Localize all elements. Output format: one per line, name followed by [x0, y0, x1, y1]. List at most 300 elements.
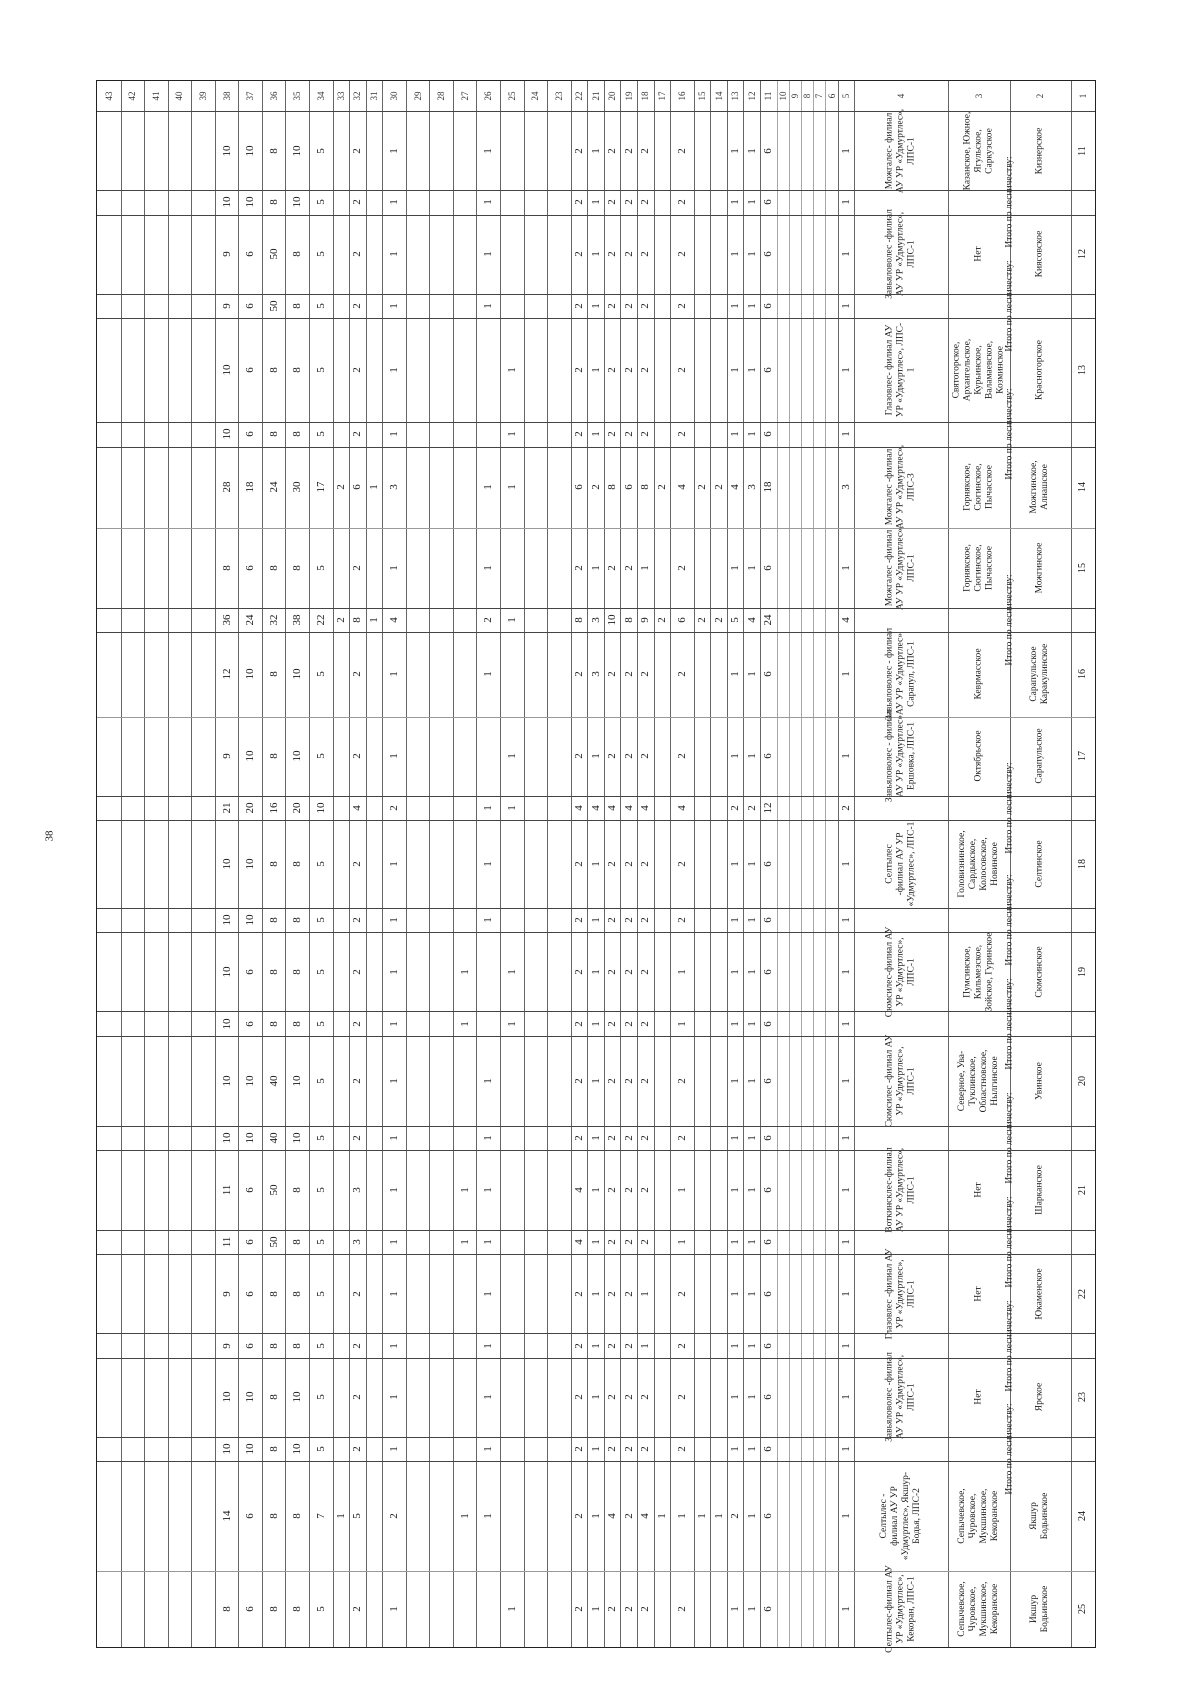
table-cell: 2: [351, 969, 364, 975]
column-divider: [144, 81, 145, 1647]
table-cell: 1: [482, 484, 495, 491]
table-cell: 2: [351, 1606, 364, 1612]
column-number: 25: [506, 91, 517, 101]
table-cell: 8: [267, 969, 280, 975]
table-cell: 1: [388, 147, 401, 154]
table-cell: 10: [220, 966, 233, 978]
table-cell: 6: [572, 484, 585, 491]
district-forestries: Северное, Ува- Туклинское, Областновское, Нылгинское: [956, 1049, 1000, 1113]
table-cell: 2: [639, 1078, 652, 1084]
column-divider: [349, 81, 350, 1647]
column-number: 34: [315, 91, 326, 101]
table-cell: 9: [220, 251, 233, 257]
table-cell: 1: [745, 251, 758, 257]
table-cell: 6: [762, 199, 775, 206]
district-forestries: Сепычевское, Чуровское, Мукшинское, Кекоранское: [956, 1581, 1000, 1637]
table-cell: 2: [572, 671, 585, 678]
table-cell: 4: [729, 484, 742, 491]
column-divider: [121, 81, 122, 1647]
table-cell: 2: [606, 431, 619, 438]
table-cell: 2: [606, 251, 619, 257]
column-number: 2: [1035, 93, 1046, 99]
table-cell: 1: [458, 1020, 471, 1027]
column-divider: [825, 81, 826, 1647]
table-cell: 2: [622, 1078, 635, 1084]
table-cell: 1: [729, 1135, 742, 1141]
table-cell: 1: [482, 1135, 495, 1141]
district-forestries: Пумсинское, Кильмезское, Зойское, Гуринское: [962, 932, 995, 1012]
column-divider: [813, 81, 814, 1647]
table-cell: 10: [314, 802, 327, 814]
forestry-name: Селтинское: [1034, 840, 1045, 888]
row-number: 18: [1076, 858, 1088, 869]
forestry-name: Увинское: [1034, 1062, 1045, 1100]
row-divider: [97, 111, 1095, 112]
table-cell: 1: [589, 1394, 602, 1401]
column-number: 27: [459, 91, 470, 101]
table-cell: 10: [244, 1132, 257, 1144]
table-cell: 2: [639, 753, 652, 759]
table-cell: 2: [351, 1078, 364, 1084]
table-cell: 24: [244, 614, 257, 626]
table-cell: 2: [351, 251, 364, 257]
table-cell: 2: [606, 303, 619, 309]
forestry-name: Шарканское: [1034, 1165, 1045, 1215]
table-cell: 2: [622, 1290, 635, 1297]
table-cell: 1: [745, 1342, 758, 1349]
row-divider: [97, 1437, 1095, 1438]
table-cell: 1: [729, 1394, 742, 1401]
table-cell: 1: [745, 1446, 758, 1452]
table-cell: 8: [267, 1342, 280, 1349]
table-cell: 2: [639, 861, 652, 867]
table-cell: 2: [572, 861, 585, 867]
table-cell: 3: [839, 484, 852, 491]
table-cell: 6: [244, 251, 257, 257]
column-divider: [801, 81, 802, 1647]
table-cell: 1: [745, 753, 758, 759]
table-cell: 2: [351, 1290, 364, 1297]
table-cell: 1: [839, 367, 852, 373]
table-cell: 5: [314, 1135, 327, 1141]
table-cell: 1: [745, 671, 758, 678]
table-cell: 1: [505, 1606, 518, 1612]
table-cell: 2: [606, 1394, 619, 1401]
organization: Можгалес- филиал АУ УР «Удмуртлес», ЛПС-1: [884, 108, 917, 193]
table-cell: 10: [220, 1075, 233, 1087]
table-cell: 2: [712, 484, 725, 491]
forestry-name: Сюмсинское: [1034, 946, 1045, 998]
table-cell: 1: [745, 1135, 758, 1141]
table-cell: 1: [589, 367, 602, 373]
column-divider: [191, 81, 192, 1647]
row-divider: [97, 908, 1095, 909]
table-cell: 2: [639, 917, 652, 923]
table-cell: 6: [244, 1513, 257, 1519]
table-cell: 50: [267, 248, 280, 260]
table-cell: 1: [675, 1239, 688, 1245]
table-cell: 1: [729, 367, 742, 373]
table-cell: 1: [482, 917, 495, 923]
table-cell: 1: [388, 917, 401, 923]
table-cell: 1: [388, 431, 401, 438]
table-cell: 5: [314, 1342, 327, 1349]
table-cell: 1: [839, 1394, 852, 1401]
table-cell: 1: [839, 199, 852, 206]
table-cell: 2: [334, 617, 347, 623]
table-cell: 1: [712, 1513, 725, 1519]
column-number: 38: [221, 91, 232, 101]
table-cell: 6: [762, 861, 775, 867]
table-cell: 8: [267, 671, 280, 678]
column-number: 3: [973, 93, 984, 99]
table-cell: 8: [220, 565, 233, 571]
table-cell: 1: [388, 1020, 401, 1027]
table-cell: 1: [745, 199, 758, 206]
table-cell: 1: [729, 753, 742, 759]
table-cell: 2: [572, 1446, 585, 1452]
table-cell: 1: [839, 969, 852, 975]
table-cell: 2: [675, 753, 688, 759]
table-cell: 2: [572, 431, 585, 438]
row-number: 12: [1076, 249, 1088, 260]
table-cell: 2: [572, 251, 585, 257]
table-cell: 8: [291, 251, 304, 257]
table-cell: 1: [388, 753, 401, 759]
table-cell: 32: [267, 614, 280, 626]
organization: Селтылес - филиал АУ УР «Удмуртлес», Якшур- Бодья, ЛПС-2: [879, 1471, 923, 1561]
table-cell: 1: [745, 917, 758, 923]
table-cell: 1: [482, 1239, 495, 1245]
table-cell: 1: [729, 1239, 742, 1245]
table-cell: 1: [589, 1187, 602, 1193]
column-number: 41: [150, 91, 161, 101]
row-divider: [97, 717, 1095, 718]
row-number: 20: [1076, 1075, 1088, 1086]
table-cell: 5: [314, 367, 327, 373]
table-cell: 20: [291, 802, 304, 814]
table-cell: 1: [482, 1290, 495, 1297]
table-cell: 7: [314, 1513, 327, 1519]
column-divider: [382, 81, 383, 1647]
table-cell: 1: [729, 1290, 742, 1297]
table-cell: 2: [622, 1135, 635, 1141]
table-cell: 5: [314, 431, 327, 438]
table-cell: 24: [267, 481, 280, 493]
table-cell: 1: [745, 1078, 758, 1084]
table-cell: 1: [388, 565, 401, 571]
table-cell: 9: [220, 303, 233, 309]
column-divider: [789, 81, 790, 1647]
table-cell: 2: [606, 1342, 619, 1349]
table-cell: 2: [622, 199, 635, 206]
table-cell: 1: [482, 805, 495, 811]
column-divider: [168, 81, 169, 1647]
table-cell: 6: [762, 969, 775, 975]
organization: Завьяловолес -филиал АУ УР «Удмуртлес», ЛПС-1: [884, 209, 917, 300]
table-cell: 1: [675, 1513, 688, 1519]
table-cell: 2: [622, 147, 635, 154]
row-number: 25: [1076, 1603, 1088, 1614]
table-cell: 2: [675, 565, 688, 571]
table-cell: 6: [244, 1606, 257, 1612]
table-cell: 1: [482, 565, 495, 571]
subtotal-label: Итого по лесничеству:: [1004, 1403, 1014, 1495]
row-divider: [97, 932, 1095, 933]
table-cell: 2: [675, 1394, 688, 1401]
table-cell: 8: [291, 969, 304, 975]
table-cell: 2: [639, 251, 652, 257]
table-cell: 6: [244, 1342, 257, 1349]
table-cell: 2: [388, 1513, 401, 1519]
table-cell: 1: [839, 1135, 852, 1141]
table-cell: 1: [839, 753, 852, 759]
table-cell: 6: [622, 484, 635, 491]
table-cell: 2: [606, 147, 619, 154]
table-cell: 5: [314, 1446, 327, 1452]
table-cell: 6: [244, 1290, 257, 1297]
table-cell: 2: [351, 861, 364, 867]
table-cell: 1: [482, 1078, 495, 1084]
table-cell: 2: [622, 1606, 635, 1612]
table-cell: 2: [572, 303, 585, 309]
table-cell: 6: [762, 1078, 775, 1084]
column-number: 16: [676, 91, 687, 101]
table-cell: 2: [622, 861, 635, 867]
table-cell: 10: [244, 750, 257, 762]
table-cell: 10: [244, 858, 257, 870]
row-divider: [97, 796, 1095, 797]
table-cell: 2: [639, 1446, 652, 1452]
table-cell: 2: [351, 1020, 364, 1027]
table-cell: 2: [622, 671, 635, 678]
table-cell: 10: [220, 914, 233, 926]
table-cell: 1: [675, 969, 688, 975]
table-cell: 2: [675, 1342, 688, 1349]
table-cell: 2: [729, 805, 742, 811]
table-cell: 2: [572, 1513, 585, 1519]
table-cell: 1: [745, 565, 758, 571]
column-divider: [476, 81, 477, 1647]
table-cell: 1: [589, 303, 602, 309]
column-divider: [743, 81, 744, 1647]
table-cell: 6: [762, 1239, 775, 1245]
column-divider: [215, 81, 216, 1647]
table-cell: 6: [351, 484, 364, 491]
organization: Воткинсклес-филиал АУ УР «Удмуртлес», ЛПС-1: [884, 1147, 917, 1233]
forestry-name: Красногорское: [1034, 340, 1045, 401]
table-cell: 2: [351, 199, 364, 206]
table-cell: 1: [458, 1513, 471, 1519]
table-cell: 1: [839, 1078, 852, 1084]
table-cell: 1: [589, 1020, 602, 1027]
table-cell: 6: [762, 1513, 775, 1519]
table-cell: 1: [589, 861, 602, 867]
table-cell: 21: [220, 802, 233, 814]
table-cell: 2: [606, 917, 619, 923]
row-number: 22: [1076, 1288, 1088, 1299]
column-divider: [453, 81, 454, 1647]
table-cell: 8: [267, 1446, 280, 1452]
table-cell: 8: [291, 303, 304, 309]
table-cell: 1: [745, 1394, 758, 1401]
table-cell: 5: [314, 1239, 327, 1245]
table-cell: 10: [244, 1075, 257, 1087]
table-cell: 1: [388, 1342, 401, 1349]
table-cell: 1: [839, 1606, 852, 1612]
table-cell: 1: [729, 199, 742, 206]
table-cell: 8: [291, 1342, 304, 1349]
table-cell: 2: [622, 1394, 635, 1401]
table-cell: 2: [639, 671, 652, 678]
column-divider: [710, 81, 711, 1647]
table-cell: 2: [606, 565, 619, 571]
row-divider: [97, 215, 1095, 216]
row-divider: [97, 1150, 1095, 1151]
table-cell: 1: [839, 147, 852, 154]
district-forestries: Горнякское, Сюгинское, Пычасское: [962, 463, 995, 512]
table-cell: 8: [267, 917, 280, 923]
table-cell: 2: [675, 1078, 688, 1084]
table-cell: 8: [622, 617, 635, 623]
table-cell: 1: [745, 1606, 758, 1612]
table-cell: 5: [314, 671, 327, 678]
table-cell: 2: [606, 367, 619, 373]
table-cell: 2: [572, 917, 585, 923]
table-cell: 1: [729, 1606, 742, 1612]
district-forestries: Головизнинское, Сардыкское, Колосовское, Новинское: [956, 830, 1000, 898]
table-cell: 8: [291, 565, 304, 571]
table-cell: 1: [729, 251, 742, 257]
table-cell: 2: [351, 1394, 364, 1401]
table-cell: 1: [388, 303, 401, 309]
column-divider: [366, 81, 367, 1647]
table-cell: 6: [762, 147, 775, 154]
table-cell: 1: [655, 1513, 668, 1519]
table-cell: 1: [729, 1020, 742, 1027]
table-cell: 30: [291, 481, 304, 493]
table-cell: 2: [695, 617, 708, 623]
table-cell: 2: [675, 303, 688, 309]
table-cell: 5: [314, 1020, 327, 1027]
table-cell: 2: [606, 1187, 619, 1193]
table-cell: 8: [291, 1290, 304, 1297]
table-cell: 1: [334, 1513, 347, 1519]
column-divider: [637, 81, 638, 1647]
table-cell: 5: [314, 1078, 327, 1084]
subtotal-label: Итого по лесничеству:: [1004, 874, 1014, 966]
table-cell: 5: [729, 617, 742, 623]
table-cell: 2: [675, 147, 688, 154]
table-cell: 4: [639, 805, 652, 811]
table-cell: 2: [572, 1290, 585, 1297]
table-cell: 50: [267, 1184, 280, 1196]
row-divider: [97, 632, 1095, 633]
table-cell: 3: [351, 1239, 364, 1245]
table-cell: 1: [839, 565, 852, 571]
table-cell: 2: [606, 671, 619, 678]
table-cell: 1: [839, 303, 852, 309]
table-cell: 1: [745, 1513, 758, 1519]
district-forestries: Святогорское, Архангельское, Курьинское, Валамаевское, Козминское: [951, 338, 1006, 402]
table-cell: 1: [839, 671, 852, 678]
column-number: 17: [656, 91, 667, 101]
table-cell: 1: [388, 1446, 401, 1452]
row-divider: [97, 1036, 1095, 1037]
column-divider: [571, 81, 572, 1647]
table-cell: 8: [267, 199, 280, 206]
table-cell: 1: [482, 1342, 495, 1349]
table-cell: 1: [639, 1290, 652, 1297]
table-cell: 6: [762, 1020, 775, 1027]
table-cell: 1: [388, 199, 401, 206]
table-cell: 2: [622, 431, 635, 438]
table-cell: 1: [729, 1446, 742, 1452]
column-divider: [429, 81, 430, 1647]
table-cell: 6: [244, 431, 257, 438]
table-cell: 24: [762, 614, 775, 626]
table-cell: 1: [589, 969, 602, 975]
subtotal-label: Итого по лесничеству:: [1004, 762, 1014, 854]
column-number: 26: [483, 91, 494, 101]
table-cell: 8: [220, 1606, 233, 1612]
column-divider: [948, 81, 949, 1647]
rotated-table: [96, 80, 1096, 1653]
table-cell: 14: [220, 1510, 233, 1522]
row-number: 11: [1076, 145, 1088, 156]
forestry-name: Сарапульское Каракулинское: [1029, 644, 1051, 705]
table-cell: 1: [589, 1290, 602, 1297]
table-cell: 2: [351, 431, 364, 438]
table-cell: 1: [745, 1187, 758, 1193]
table-cell: 10: [244, 914, 257, 926]
table-cell: 10: [244, 1443, 257, 1455]
row-number: 21: [1076, 1185, 1088, 1196]
row-divider: [97, 190, 1095, 191]
table-cell: 2: [572, 1135, 585, 1141]
district-forestries: Горнякское, Сюгинское, Пычасское: [962, 544, 995, 592]
table-cell: 1: [729, 861, 742, 867]
table-cell: 1: [639, 565, 652, 571]
table-cell: 1: [589, 1606, 602, 1612]
table-cell: 2: [622, 565, 635, 571]
table-cell: 2: [622, 1342, 635, 1349]
table-cell: 2: [675, 1290, 688, 1297]
table-cell: 2: [712, 617, 725, 623]
table-cell: 1: [729, 917, 742, 923]
table-cell: 1: [839, 1187, 852, 1193]
table-cell: 1: [729, 431, 742, 438]
table-cell: 8: [267, 1394, 280, 1401]
table-cell: 1: [839, 1290, 852, 1297]
table-cell: 50: [267, 1236, 280, 1248]
table-cell: 10: [244, 145, 257, 157]
table-cell: 1: [745, 367, 758, 373]
column-number: 22: [573, 91, 584, 101]
table-cell: 6: [762, 1187, 775, 1193]
table-cell: 1: [745, 861, 758, 867]
table-cell: 11: [220, 1236, 233, 1248]
table-cell: 1: [482, 199, 495, 206]
table-cell: 1: [589, 1513, 602, 1519]
column-divider: [777, 81, 778, 1647]
table-cell: 2: [675, 199, 688, 206]
column-divider: [309, 81, 310, 1647]
district-forestries: Нет: [973, 1182, 984, 1198]
column-number: 37: [245, 91, 256, 101]
table-cell: 2: [606, 1446, 619, 1452]
column-number: 4: [896, 93, 907, 99]
